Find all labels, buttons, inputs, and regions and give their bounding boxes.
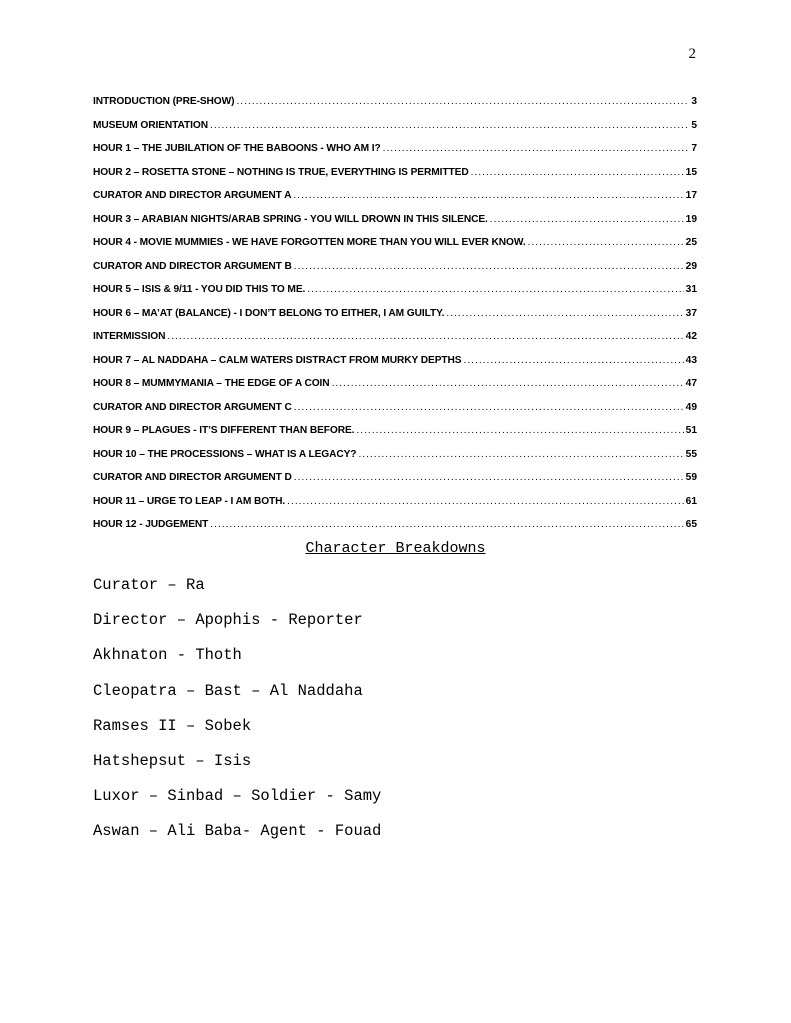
toc-entry-page: 55 [685, 448, 697, 460]
toc-dot-leader [236, 95, 689, 109]
toc-entry-title: HOUR 9 – PLAGUES - IT’S DIFFERENT THAN BEFORE. [93, 425, 355, 436]
toc-entry-page: 31 [685, 284, 697, 295]
toc-entry [93, 424, 697, 448]
toc-entry-title: HOUR 2 – ROSETTA STONE – NOTHING IS TRUE, EVERYTHING IS PERMITTED [93, 166, 469, 178]
toc-entry [93, 448, 697, 472]
section-heading: Character Breakdowns [305, 540, 486, 557]
toc-entry [93, 495, 697, 519]
table-of-contents [93, 95, 697, 542]
toc-entry-title: HOUR 3 – ARABIAN NIGHTS/ARAB SPRING - YOU WILL DROWN IN THIS SILENCE. [93, 213, 488, 225]
toc-entry [93, 518, 697, 542]
toc-entry [93, 260, 697, 284]
toc-entry-page: 47 [685, 378, 697, 389]
toc-entry-page: 17 [685, 190, 697, 201]
page-number: 2 [688, 46, 696, 62]
toc-entry-title: HOUR 11 – URGE TO LEAP - I AM BOTH. [93, 495, 286, 507]
toc-dot-leader [294, 260, 684, 274]
toc-dot-leader [446, 307, 683, 321]
toc-dot-leader [307, 283, 683, 297]
toc-dot-leader [293, 189, 683, 203]
character-entry: Akhnaton - Thoth [93, 646, 242, 665]
toc-entry-page: 19 [685, 213, 697, 225]
toc-entry-page: 37 [685, 307, 697, 319]
character-entry: Aswan – Ali Baba- Agent - Fouad [93, 822, 382, 841]
toc-dot-leader [210, 518, 683, 532]
toc-entry-page: 42 [685, 331, 697, 342]
toc-entry-title: INTERMISSION [93, 331, 166, 342]
toc-entry-page: 59 [685, 472, 697, 483]
toc-entry [93, 401, 697, 425]
toc-entry-title: HOUR 7 – AL NADDAHA – CALM WATERS DISTRACT FROM MURKY DEPTHS [93, 354, 462, 366]
toc-entry [93, 189, 697, 213]
toc-entry-title: HOUR 6 – MA’AT (BALANCE) - I DON’T BELONG TO EITHER, I AM GUILTY. [93, 307, 445, 319]
toc-entry-title: HOUR 4 - MOVIE MUMMIES - WE HAVE FORGOTTEN MORE THAN YOU WILL EVER KNOW. [93, 237, 526, 248]
toc-entry-title: HOUR 8 – MUMMYMANIA – THE EDGE OF A COIN [93, 378, 330, 389]
toc-entry-page: 25 [685, 237, 697, 248]
toc-entry-title: HOUR 1 – THE JUBILATION OF THE BABOONS - WHO AM I? [93, 143, 381, 154]
toc-dot-leader [332, 377, 684, 391]
toc-dot-leader [294, 401, 684, 415]
toc-entry-title: CURATOR AND DIRECTOR ARGUMENT C [93, 401, 292, 413]
toc-dot-leader [356, 424, 683, 438]
character-entry: Ramses II – Sobek [93, 716, 252, 735]
toc-dot-leader [167, 330, 683, 344]
character-entry: Cleopatra – Bast – Al Naddaha [93, 681, 363, 700]
toc-dot-leader [358, 448, 683, 462]
toc-entry [93, 142, 697, 166]
character-entry: Curator – Ra [93, 576, 205, 594]
toc-entry [93, 119, 697, 143]
toc-entry [93, 95, 697, 119]
character-entry: Director – Apophis - Reporter [93, 611, 363, 630]
toc-entry-title: INTRODUCTION (PRE-SHOW) [93, 96, 235, 107]
toc-entry-title: HOUR 5 – ISIS & 9/11 - YOU DID THIS TO ME. [93, 284, 306, 295]
toc-entry-page: 29 [685, 260, 697, 272]
toc-entry [93, 283, 697, 307]
toc-entry-page: 49 [685, 401, 697, 413]
toc-dot-leader [528, 236, 684, 250]
toc-dot-leader [471, 166, 684, 180]
toc-entry-page: 7 [691, 143, 697, 154]
toc-entry-page: 65 [685, 519, 697, 530]
toc-entry-title: HOUR 10 – THE PROCESSIONS – WHAT IS A LEGACY? [93, 448, 357, 460]
toc-entry [93, 166, 697, 190]
toc-dot-leader [287, 495, 683, 509]
toc-entry-title: MUSEUM ORIENTATION [93, 119, 208, 131]
character-list [93, 576, 381, 858]
toc-entry [93, 330, 697, 354]
toc-entry-page: 15 [685, 166, 697, 178]
toc-entry-page: 43 [685, 354, 697, 366]
toc-dot-leader [490, 213, 684, 227]
toc-entry-page: 61 [685, 495, 697, 507]
toc-entry-title: CURATOR AND DIRECTOR ARGUMENT A [93, 190, 292, 201]
character-entry: Hatshepsut – Isis [93, 751, 252, 770]
toc-entry-title: CURATOR AND DIRECTOR ARGUMENT B [93, 260, 292, 272]
toc-entry-title: HOUR 12 - JUDGEMENT [93, 519, 209, 530]
toc-entry [93, 354, 697, 378]
toc-entry [93, 213, 697, 237]
toc-dot-leader [464, 354, 684, 368]
toc-entry [93, 236, 697, 260]
toc-dot-leader [383, 142, 690, 156]
toc-entry [93, 471, 697, 495]
toc-entry-page: 5 [691, 119, 697, 131]
toc-entry [93, 377, 697, 401]
toc-entry-page: 3 [691, 96, 697, 107]
toc-entry-title: CURATOR AND DIRECTOR ARGUMENT D [93, 472, 292, 483]
character-entry: Luxor – Sinbad – Soldier - Samy [93, 787, 382, 806]
toc-entry-page: 51 [685, 425, 697, 436]
toc-entry [93, 307, 697, 331]
toc-dot-leader [294, 471, 684, 485]
toc-dot-leader [210, 119, 689, 133]
